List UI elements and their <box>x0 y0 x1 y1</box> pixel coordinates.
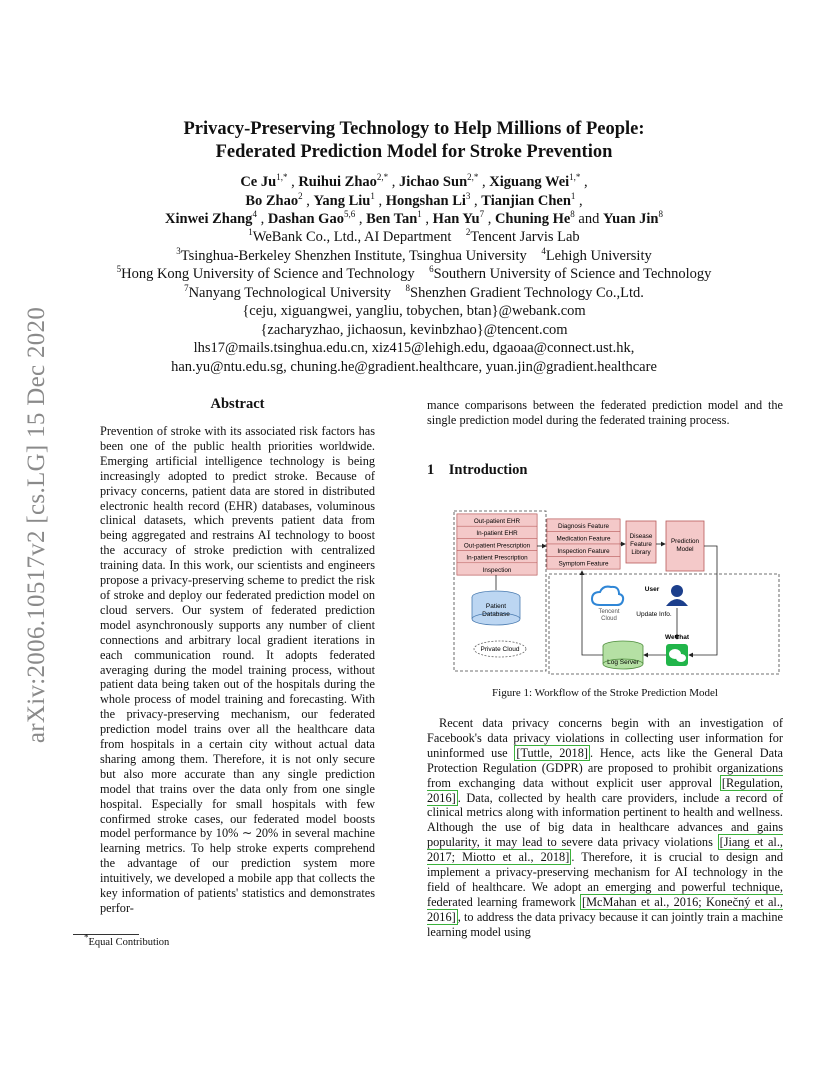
email-line-2: {zacharyzhao, jichaosun, kevinbzhao}@tencent.com <box>260 322 568 338</box>
affiliation-3: Tsinghua-Berkeley Shenzhen Institute, Tsinghua University <box>180 248 527 264</box>
user-icon <box>666 585 688 606</box>
private-cloud-label: Private Cloud <box>480 646 520 653</box>
figure-caption: Figure 1: Workflow of the Stroke Prediction Model <box>492 687 718 699</box>
author-line-2: Bo Zhao$^2$ , Yang Liu$^1$ , Hongshan Li$^3$ , Tianjian Chen$^1$ , <box>245 191 583 209</box>
abstract-body: Prevention of stroke with its associated risk factors has been one of the public health priorities worldwide. Emerging artificial intelligence technology is being increasingly adopted to predict stroke. Because of privacy concerns, patient data are stored in distributed electronic health record (EHR) databases, voluminous clinical datasets, which prevents patient data from being aggregated and restrains AI technology to boost the accuracy of stroke prediction with centralized training data. In this work, our scientists and engineers propose a privacy-preserving scheme to predict the risk of stroke and deploy our federated prediction model on cloud servers. Our system of federated prediction model asynchronously supports any number of client connections and arbitrary local gradient iterations in each communication round. It adopts federated averaging during the model training process, without patient data being taken out of the hospitals during the whole process of model training and forecasting. With the privacy-preserving mechanism, our federated prediction model trains over all the healthcare data from hospitals in a certain city without actual data sharing among them. Therefore, it is not only secure but also more accurate than any single prediction model that trains over the data only from one single hospital. Especially for small hospitals with few confirmed stroke cases, our federated model boosts model performance by 10% ∼ 20% in several machine learning metrics. To help stroke experts comprehend the advantage of our prediction system more intuitively, we developed a mobile app that collects the key information of patients' statistics and demonstrates perfor- <box>100 424 375 915</box>
citation-tuttle[interactable]: [Tuttle, 2018] <box>516 745 588 760</box>
email-line-1: {ceju, xiguangwei, yangliu, tobychen, btan}@webank.com <box>242 303 586 319</box>
affiliation-4: Lehigh University <box>545 248 652 264</box>
tencent-cloud-label-1: Tencent <box>598 609 620 615</box>
author-name: Ruihui Zhao <box>298 174 377 190</box>
author-name: Xinwei Zhang <box>165 211 253 227</box>
author-affiliation-mark: 7 <box>479 209 485 220</box>
author-name: Ce Ju <box>240 174 277 190</box>
affiliation-6: Southern University of Science and Technology <box>433 266 712 282</box>
affiliation-line-4: $^7$Nanyang Technological University $^8$Shenzhen Gradient Technology Co.,Ltd. <box>184 283 644 301</box>
affiliation-8: Shenzhen Gradient Technology Co.,Ltd. <box>410 285 644 301</box>
affiliation-line-3: $^5$Hong Kong University of Science and Technology $^6$Southern University of Science and Technology <box>116 264 712 282</box>
feature-item-label: Symptom Feature <box>558 560 609 568</box>
citation-jiang-miotto[interactable]: [Jiang et al., 2017; Miotto et al., 2018] <box>427 835 783 865</box>
section-number: 1 <box>427 462 435 478</box>
feature-item-label: Medication Feature <box>556 535 611 543</box>
author-name: Tianjian Chen <box>481 193 571 209</box>
author-line-1: Ce $Ju^{1,*}$ , Ruihui Zhao$^{2,*}$ , Jichao Sun$^{2,*}$ , Xiguang Wei$^{1,*}$ , <box>240 172 588 190</box>
author-name: Hongshan Li <box>385 193 466 209</box>
update-info-label: Update Info. <box>636 611 672 618</box>
author-name: Dashan Gao <box>267 211 344 227</box>
author-affiliation-mark: 1 <box>570 191 576 202</box>
author-name: Xiguang Wei <box>489 174 570 190</box>
affiliation-line-1: $^1$WeBank Co., Ltd., AI Department $^2$Tencent Jarvis Lab <box>248 227 580 245</box>
patient-db-label-2: Database <box>482 611 510 618</box>
author-affiliation-mark: 2 <box>298 191 303 202</box>
ehr-item-label: Out-patient Prescription <box>463 542 531 550</box>
user-label: User <box>644 586 660 593</box>
citation-mcmahan-konecny[interactable]: [McMahan et al., 2016; Konečný et al., 2016] <box>427 894 783 924</box>
author-name: Yuan Jin <box>602 211 659 227</box>
abstract-heading: Abstract <box>210 396 265 412</box>
paper-title-line1: Privacy-Preserving Technology to Help Millions of People: <box>183 119 645 139</box>
ehr-item-label: In-patient Prescription <box>466 554 528 562</box>
author-name: Chuning He <box>494 211 571 227</box>
paper-title-line2: Federated Prediction Model for Stroke Prevention <box>215 142 613 162</box>
author-affiliation-mark: 2,* <box>467 172 479 183</box>
ehr-item-label: In-patient EHR <box>476 530 518 538</box>
library-label: Library <box>631 549 651 556</box>
author-affiliation-mark: 8 <box>570 209 575 220</box>
author-name: Han Yu <box>432 211 480 227</box>
tencent-cloud-label-2: Cloud <box>601 616 617 622</box>
author-affiliation-mark: 1 <box>370 191 375 202</box>
prediction-label: Prediction <box>670 538 700 545</box>
author-name: Yang Liu <box>313 193 371 209</box>
library-label: Disease <box>629 533 653 540</box>
author-affiliation-mark: 4 <box>252 209 257 220</box>
citation-regulation[interactable]: [Regulation, 2016] <box>427 775 783 805</box>
footnote-text: Equal Contribution <box>88 937 170 948</box>
author-affiliation-mark: 1 <box>417 209 422 220</box>
library-label: Feature <box>630 541 652 548</box>
wechat-label: WeChat <box>664 634 690 641</box>
footnote: *Equal Contribution <box>84 932 170 948</box>
author-affiliation-mark: 3 <box>465 191 471 202</box>
introduction-paragraph: Recent data privacy concerns begin with an investigation of Facebook's data privacy violations in collecting user information for uninformed use [Tuttle, 2018] . Hence, acts like the General Data Protection Regulation (GDPR) are proposed to prohibit organizations from exchanging data without explicit user approval [Regulation, 2016] . Data, collected by health care providers, include a record of clinical metrics along with information pertinent to health and wellness. Although the use of big data in healthcare advances and gains popularity, it may lead to severe data privacy violations [Jiang et al., 2017; Miotto et al., 2018] . Therefore, it is crucial to design and implement a privacy-preserving mechanism for AI technology in the field of healthcare. We adopt an emerging and powerful technique, federated learning framework [McMahan et al., 2016; Konečný et al., 2016] , to address the data privacy because it can jointly train a machine learning model using <box>427 716 784 939</box>
feature-item-label: Inspection Feature <box>557 548 610 555</box>
prediction-label: Model <box>676 546 694 553</box>
author-affiliation-mark: 5,6 <box>343 209 356 220</box>
author-affiliation-mark: 2,* <box>376 172 389 183</box>
author-line-3: Xinwei Zhang$^4$ , Dashan Gao$^{5,6}$ , Ben Tan$^1$ , Han Yu$^7$ , Chuning He$^8$ and Yuan Jin$^8$ <box>165 209 663 227</box>
abstract-continuation: mance comparisons between the federated prediction model and the single prediction model during the federated training process. <box>427 398 783 427</box>
author-name: Jichao Sun <box>399 174 468 190</box>
author-affiliation-mark: 1,* <box>569 172 581 183</box>
feature-item-label: Diagnosis Feature <box>557 523 610 530</box>
tencent-cloud-icon <box>592 587 623 605</box>
ehr-item-label: Inspection <box>482 566 512 574</box>
author-affiliation-mark: 1,* <box>276 172 288 183</box>
footnote-rule <box>73 934 139 935</box>
workflow-figure <box>452 509 782 677</box>
section-heading-introduction <box>427 462 527 479</box>
tencent-cloud-region <box>549 574 779 674</box>
affiliation-7: Nanyang Technological University <box>188 285 392 301</box>
log-server-label: Log Server <box>607 659 639 666</box>
affiliation-2: Tencent Jarvis Lab <box>470 229 580 245</box>
arxiv-identifier: arXiv:2006.10517v2 [cs.LG] 15 Dec 2020 <box>23 306 50 744</box>
ehr-item-label: Out-patient EHR <box>473 518 521 525</box>
affiliation-line-2: $^3$Tsinghua-Berkeley Shenzhen Institute, Tsinghua University $^4$Lehigh University <box>176 246 652 264</box>
author-name: Bo Zhao <box>245 193 299 209</box>
patient-db-label-1: Patient <box>485 603 507 610</box>
section-title: Introduction <box>448 462 528 478</box>
author-affiliation-mark: 8 <box>658 209 663 220</box>
email-line-3: lhs17@mails.tsinghua.edu.cn, xiz415@lehigh.edu, dgaoaa@connect.ust.hk, <box>193 340 635 356</box>
email-line-4: han.yu@ntu.edu.sg, chuning.he@gradient.healthcare, yuan.jin@gradient.healthcare <box>171 359 657 375</box>
affiliation-5: Hong Kong University of Science and Technology <box>121 266 415 282</box>
affiliation-1: WeBank Co., Ltd., AI Department <box>252 229 452 245</box>
author-name: Ben Tan <box>366 211 418 227</box>
